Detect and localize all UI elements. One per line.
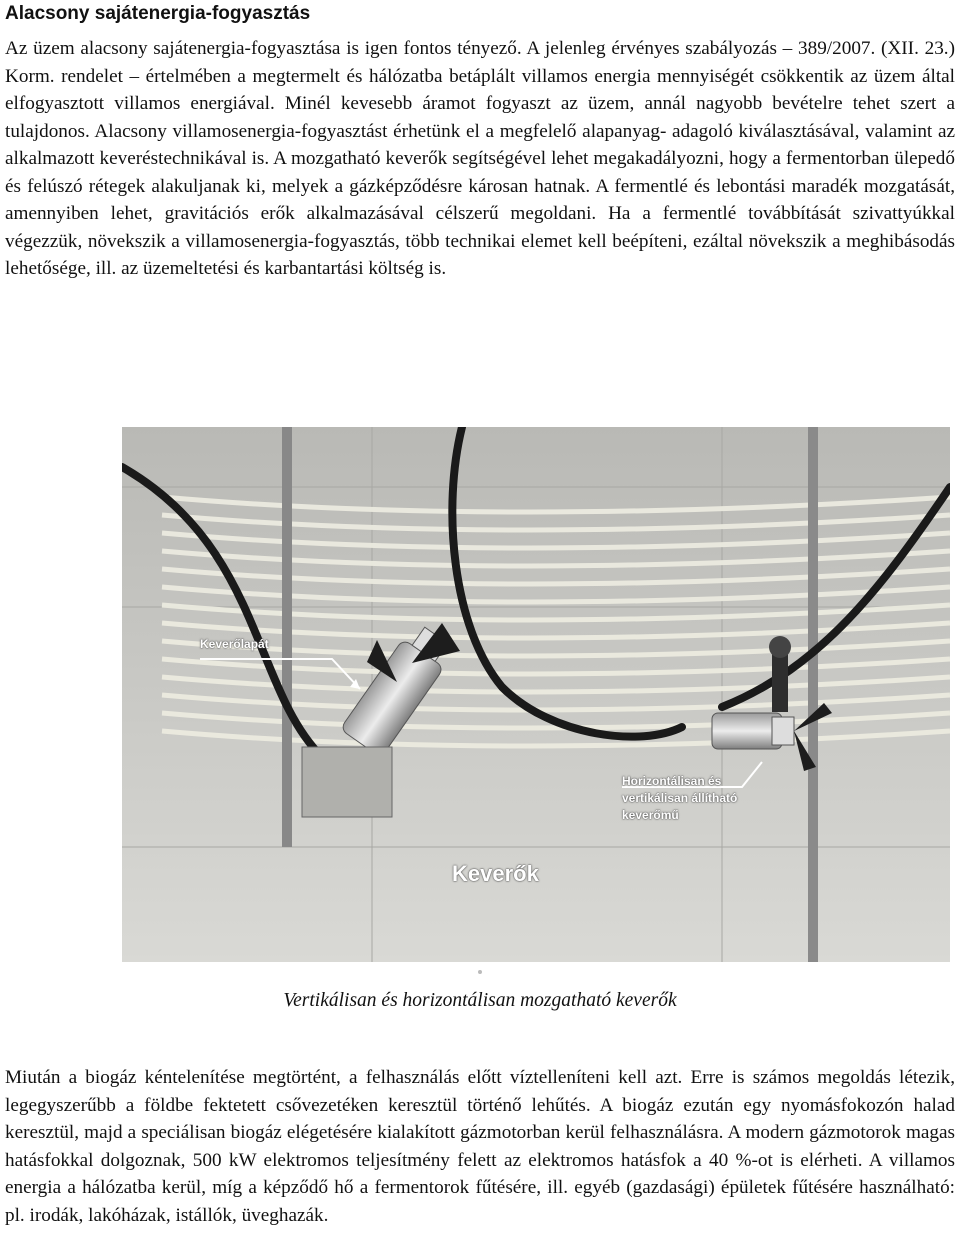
gas-usage-paragraph: Miután a biogáz kéntelenítése megtörtént, a felhasználás előtt víztelleníteni kell azt. Erre is számos megoldás létezik, legegyszerűbb a földbe fektetett csővezetéken keresztül történő lehűtés. A biogáz ezután egy nyomásfokozón halad keresztül, majd a speciálisan biogáz elégetésére kialakított gázmotorban kerül felhasználásra. A modern gázmotorok magas hatásfokkal dolgoznak, 500 kW elektromos teljesítmény felett az elektromos hatásfok a 40 %-ot is elérheti. A villamos energia a hálózatba kerül, míg a képződő hő a fermentorok fűtésére, ill. egyéb (gazdasági) épületek fűtésére használható: pl. irodák, lakóházak, istállók, üveghazák.: [5, 1067, 955, 1226]
figure-caption: Vertikálisan és horizontálisan mozgatható keverők: [283, 990, 677, 1011]
paddle-label: Keverőlapát: [200, 637, 269, 651]
section-heading: Alacsony sajátenergia-fogyasztás: [5, 3, 311, 24]
mixer-photo: [122, 427, 950, 962]
mixers-label: Keverők: [452, 861, 539, 886]
intro-paragraph: Az üzem alacsony sajátenergia-fogyasztása is igen fontos tényező. A jelenleg érvényes szabályozás – 389/2007. (XII. 23.) Korm. rendelet – értelmében a megtermelt és hálózatba betáplált villamos energia mennyiségét csökkentik az üzem által elfogyasztott villamos energiával. Minél kevesebb áramot fogyaszt az üzem, annál nagyobb bevételre tehet szert a tulajdonos. Alacsony villamosenergia-fogyasztást érhetünk el a megfelelő alapanyag- adagoló kiválasztásával, valamint az alkalmazott keveréstechnikával is. A mozgatható keverők segítségével lehet megakadályozni, hogy a fermentorban ülepedő és felúszó rétegek alakuljanak ki, melyek a gázképződésre károsan hatnak. A fermentlé és lebontási maradék mozgatását, amennyiben lehet, gravitációs erők alkalmazásával célszerű megoldani. Ha a fermentlé továbbítását szivattyúkkal végezzük, növekszik a villamosenergia-fogyasztás, több technikai elemet kell beépíteni, ezáltal növekszik a meghibásodás lehetősége, ill. az üzemeltetési és karbantartási költség is.: [5, 38, 955, 279]
adjustable-mixer-label: Horizontálisan és vertikálisan állítható keverőmű: [622, 774, 738, 822]
separator-dot: [478, 970, 482, 974]
